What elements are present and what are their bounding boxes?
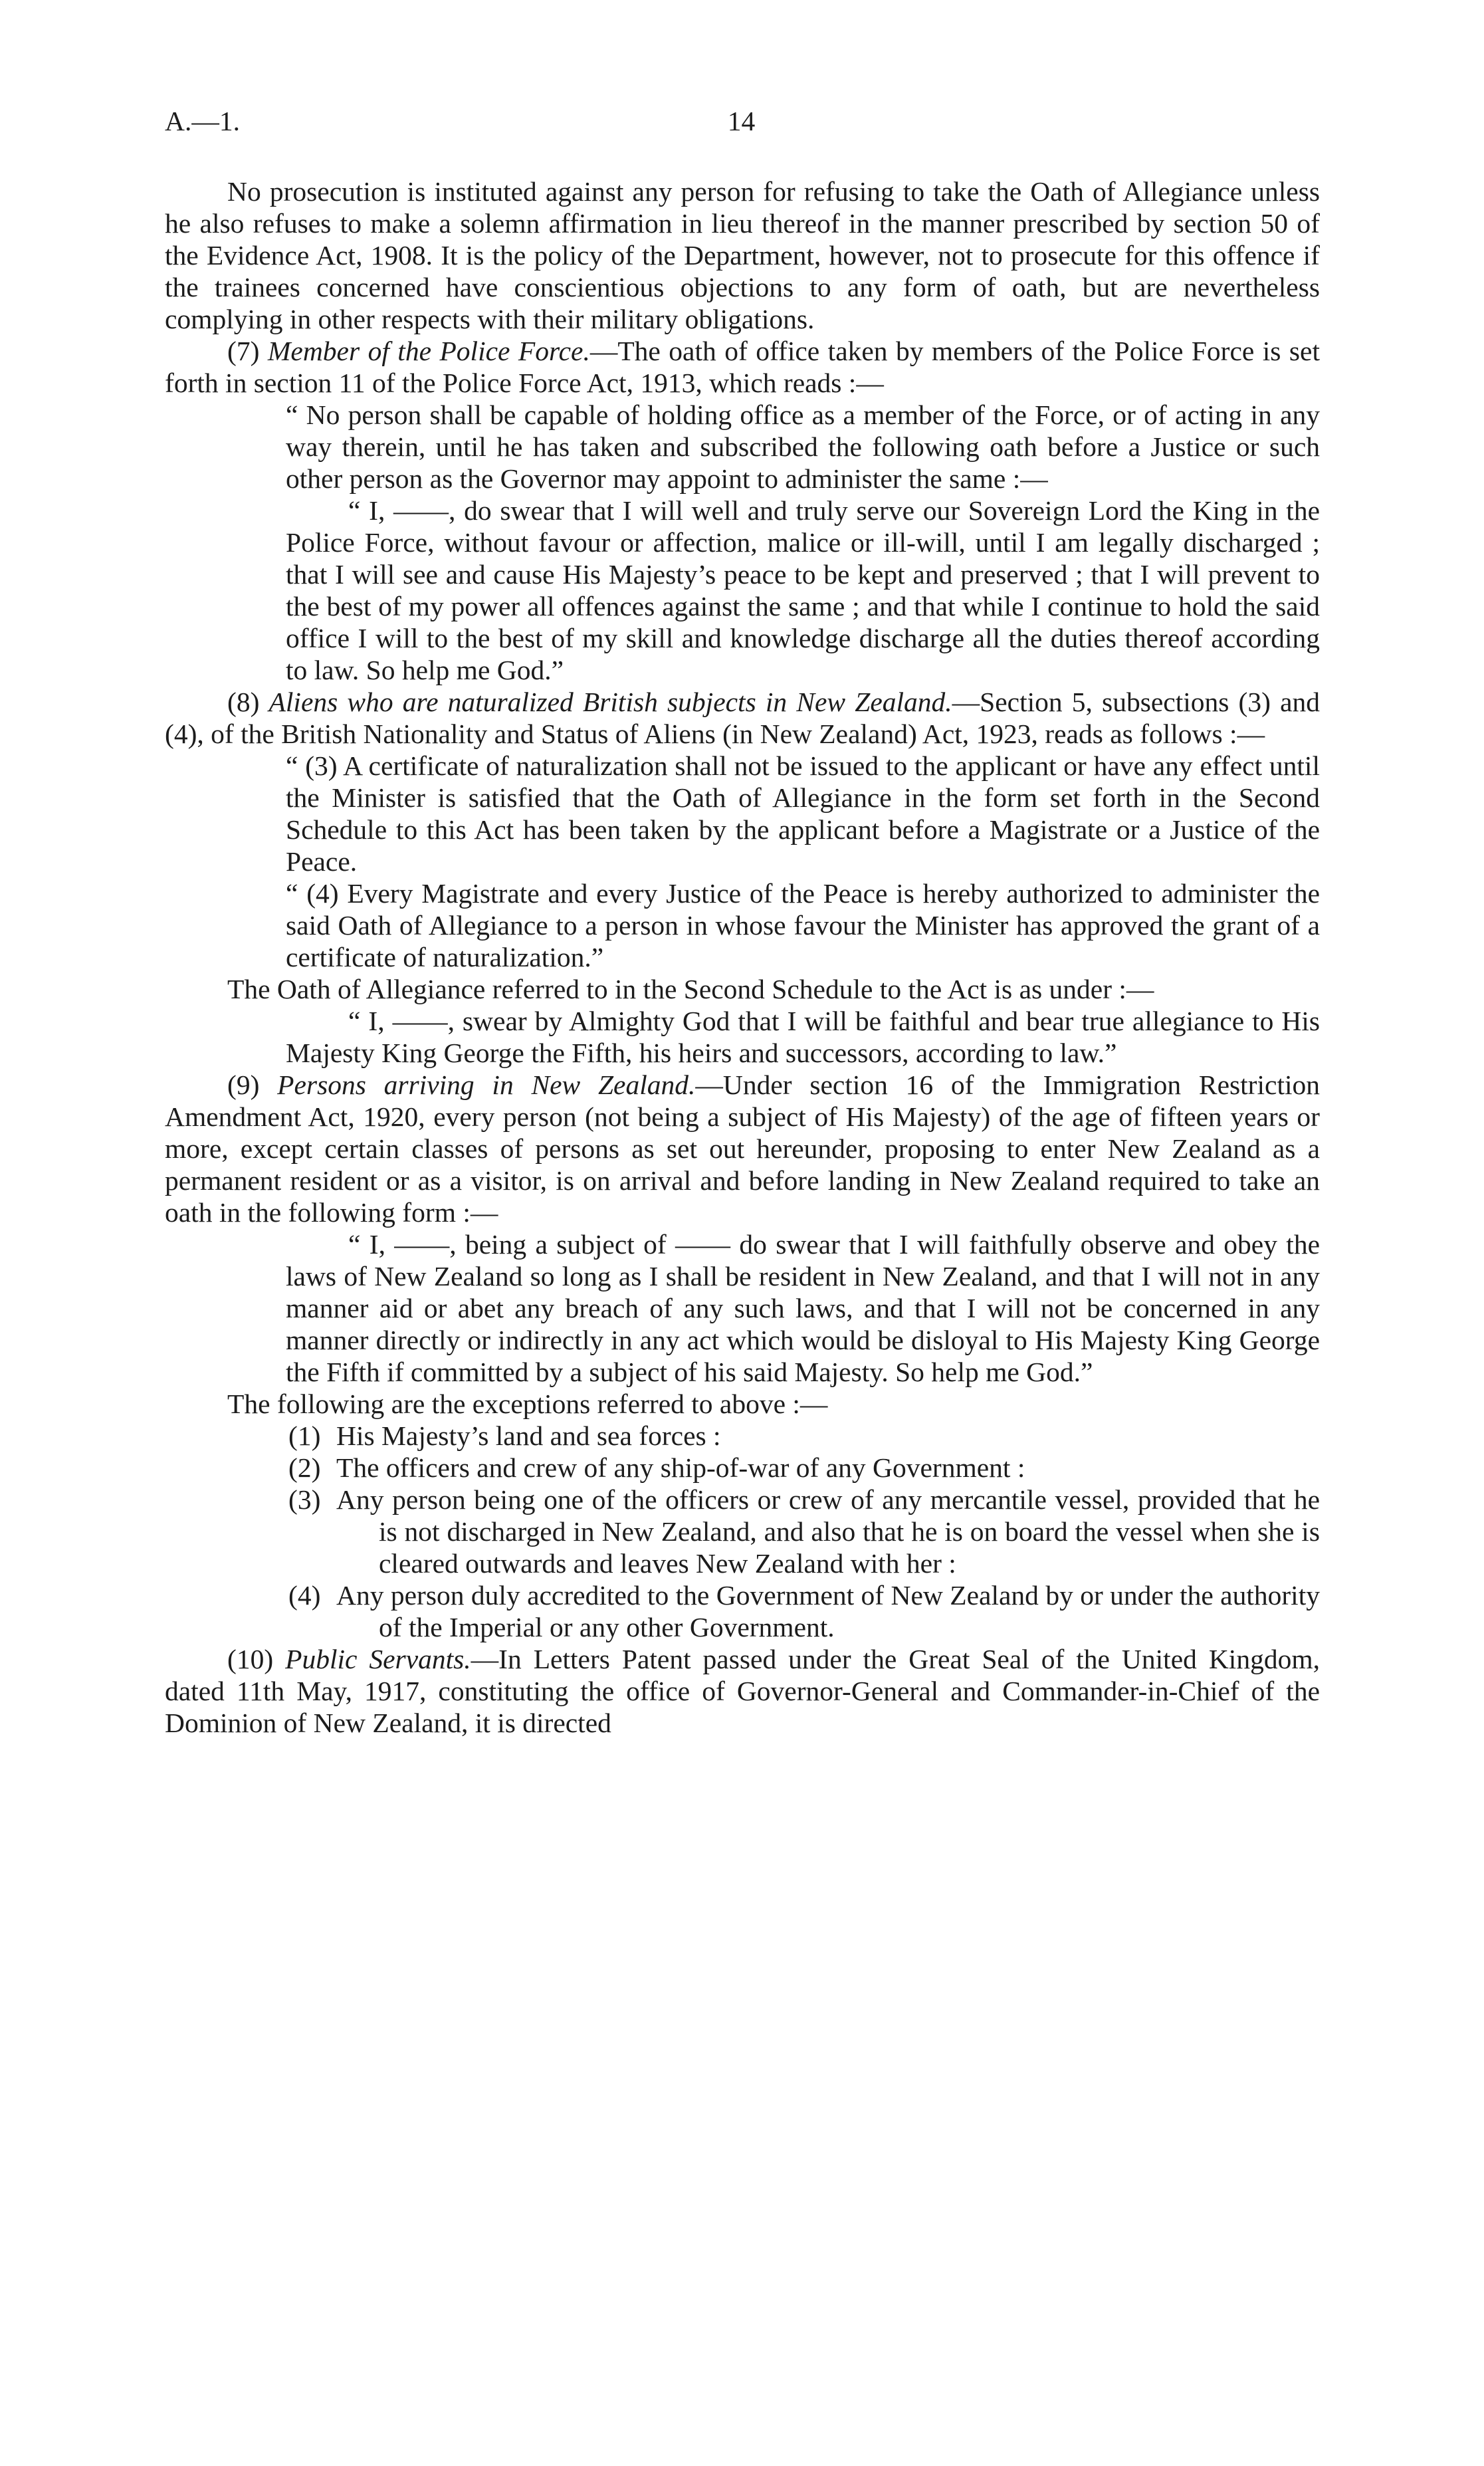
list-item xyxy=(165,1420,1320,1452)
paragraph-oath-prosecution: No prosecution is instituted against any person for refusing to take the Oath of Allegiance unless he also refuses to make a solemn affirmation in lieu thereof in the manner prescribed by section 50 of the Evidence Act, 1908. It is the policy of the Department, however, not to prosecute for this offence if the trainees concerned have conscientious objections to any form of oath, but are nevertheless complying in other respects with their military obligations. xyxy=(165,176,1320,334)
section-10-number: (10) xyxy=(227,1644,286,1674)
section-8-quote-subsection-4: “ (4) Every Magistrate and every Justice of the Peace is hereby authorized to administer the said Oath of Allegiance to a person in whose favour the Minister has approved the grant of a certificate of naturalization.” xyxy=(286,878,1320,972)
list-item-text: His Majesty’s land and sea forces : xyxy=(336,1420,721,1451)
section-9-paragraph xyxy=(165,1069,1320,1228)
section-9-text: —Under section 16 of the Immigration Restriction Amendment Act, 1920, every person (not being a subject of His Majesty) of the age of fifteen years or more, except certain classes of persons as set out hereunder, proposing to enter New Zealand as a permanent resident or as a visitor, is on arrival and before landing in New Zealand required to take an oath in the following form :— xyxy=(165,1069,1321,1228)
section-10-text: —In Letters Patent passed under the Great Seal of the United Kingdom, dated 11th May, 1917, constituting the office of Governor-General and Commander-in-Chief of the Dominion of New Zealand, it is directed xyxy=(165,1644,1320,1738)
section-10-heading: Public Servants. xyxy=(285,1644,471,1674)
list-item xyxy=(165,1579,1320,1643)
list-item-text: The officers and crew of any ship-of-war of any Government : xyxy=(336,1452,1025,1483)
section-7-quote-act: “ No person shall be capable of holding office as a member of the Force, or of acting in any way therein, until he has taken and subscribed the following oath before a Justice or such other person as the Governor may appoint to administer the same :— xyxy=(286,399,1320,494)
page-header xyxy=(165,105,1318,137)
list-item-number: (4) xyxy=(288,1580,321,1611)
section-9-heading: Persons arriving in New Zealand. xyxy=(277,1069,696,1100)
section-8-oath-of-allegiance: “ I, ——, swear by Almighty God that I will be faithful and bear true allegiance to His Majesty King George the Fifth, his heirs and successors, according to law.” xyxy=(286,1006,1320,1068)
section-9-oath: “ I, ——, being a subject of —— do swear that I will faithfully observe and obey the laws of New Zealand so long as I shall be resident in New Zealand, and that I will not in any manner aid or abet any breach of any such laws, and that I will not be concerned in any manner directly or indirectly in any act which would be disloyal to His Majesty King George the Fifth if committed by a subject of his said Majesty. So help me God.” xyxy=(286,1229,1320,1387)
list-item-text: Any person duly accredited to the Government of New Zealand by or under the authority of the Imperial or any other Government. xyxy=(336,1580,1320,1642)
list-item xyxy=(165,1452,1320,1484)
list-item-number: (2) xyxy=(288,1452,321,1483)
section-8-schedule-intro: The Oath of Allegiance referred to in the Second Schedule to the Act is as under :— xyxy=(227,974,1154,1004)
page-number: 14 xyxy=(727,106,756,136)
section-7-heading: Member of the Police Force. xyxy=(267,336,590,366)
section-8-number: (8) xyxy=(227,687,269,717)
section-9-number: (9) xyxy=(227,1069,278,1100)
section-10-paragraph xyxy=(165,1643,1320,1739)
list-item xyxy=(165,1484,1320,1579)
section-8-paragraph xyxy=(165,686,1320,750)
section-9-exceptions-intro: The following are the exceptions referred to above :— xyxy=(227,1389,828,1419)
list-item-number: (1) xyxy=(288,1420,321,1451)
section-7-text: —The oath of office taken by members of the Police Force is set forth in section 11 of the Police Force Act, 1913, which reads :— xyxy=(165,336,1321,398)
section-8-text: —Section 5, subsections (3) and (4), of the British Nationality and Status of Aliens (in New Zealand) Act, 1923, reads as follows :— xyxy=(165,687,1321,749)
list-item-text: Any person being one of the officers or crew of any mercantile vessel, provided that he is not discharged in New Zealand, and also that he is on board the vessel when she is cleared outwards and leaves New Zealand with her : xyxy=(336,1484,1320,1579)
page-body xyxy=(165,175,1320,1739)
document-reference: A.—1. xyxy=(165,106,240,136)
section-8-quote-subsection-3: “ (3) A certificate of naturalization shall not be issued to the applicant or have any effect until the Minister is satisfied that the Oath of Allegiance in the form set forth in the Second Schedule to this Act has been taken by the applicant before a Magistrate or a Justice of the Peace. xyxy=(286,750,1320,877)
section-7-quote-oath: “ I, ——, do swear that I will well and truly serve our Sovereign Lord the King in the Police Force, without favour or affection, malice or ill-will, until I am legally discharged ; that I will see and cause His Majesty’s peace to be kept and preserved ; that I will prevent to the best of my power all offences against the same ; and that while I continue to hold the said office I will to the best of my skill and knowledge discharge all the duties thereof according to law. So help me God.” xyxy=(286,495,1320,685)
section-7-number: (7) xyxy=(227,336,268,366)
section-7-paragraph xyxy=(165,335,1320,399)
exceptions-list xyxy=(165,1420,1320,1643)
list-item-number: (3) xyxy=(288,1484,321,1515)
section-8-heading: Aliens who are naturalized British subjects in New Zealand. xyxy=(268,687,952,717)
